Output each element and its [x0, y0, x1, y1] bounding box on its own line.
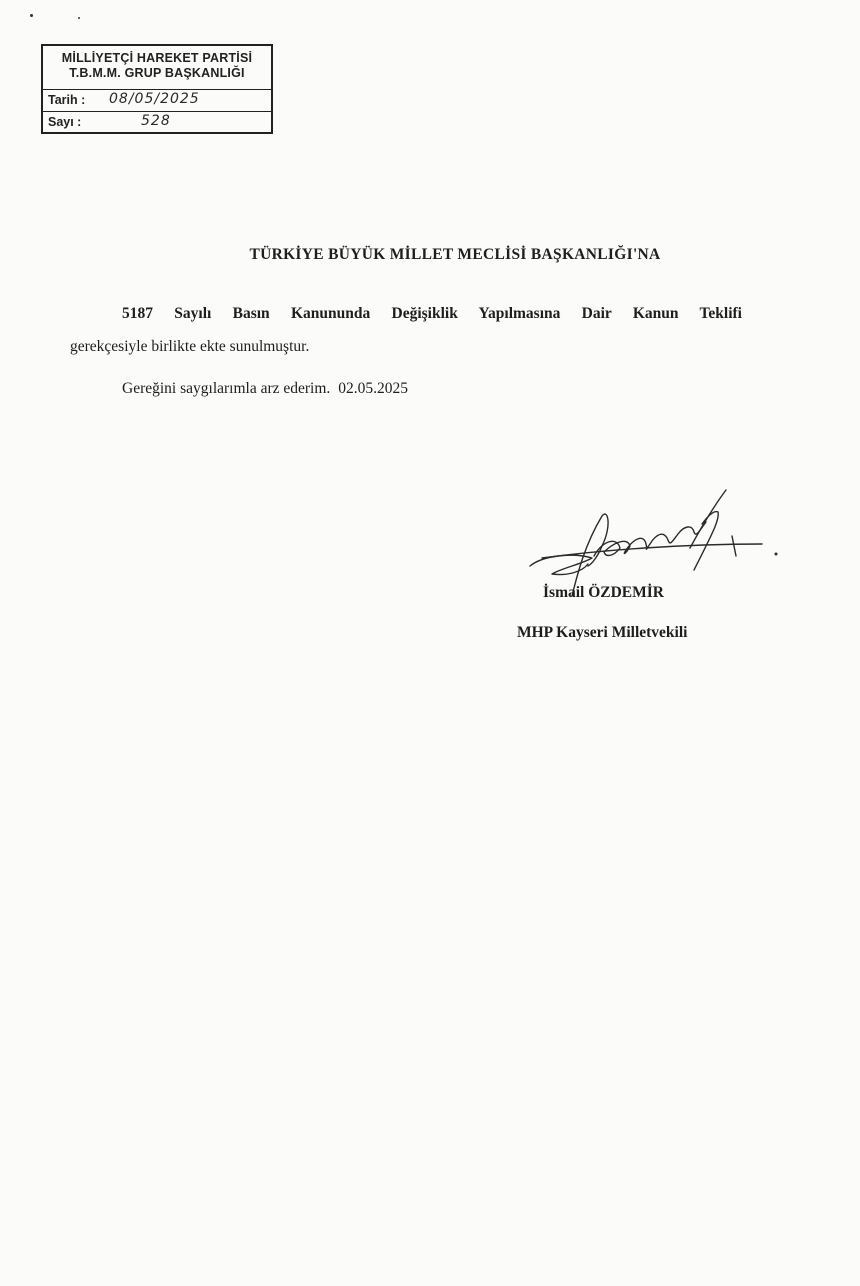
stamp-header [43, 46, 271, 90]
bill-title-line: 5187 Sayılı Basın Kanununda Değişiklik Yapılmasına Dair Kanun Teklifi [122, 305, 742, 322]
stamp-number-label: Sayı : [48, 115, 82, 129]
addressee-heading: TÜRKİYE BÜYÜK MİLLET MECLİSİ BAŞKANLIĞI'NA [249, 246, 661, 263]
closing-paragraph [122, 380, 408, 398]
body-continuation-line: gerekçesiyle birlikte ekte sunulmuştur. [70, 338, 310, 355]
stamp-date-value: 08/05/2025 [109, 91, 200, 107]
stamp-date-row [43, 90, 271, 112]
body-paragraph [70, 297, 742, 363]
stamp-group-name: T.B.M.M. GRUP BAŞKANLIĞI [69, 66, 245, 80]
signatory-title: MHP Kayseri Milletvekili [517, 624, 688, 641]
stamp-party-name: MİLLİYETÇİ HAREKET PARTİSİ [61, 51, 253, 65]
handwritten-signature [522, 486, 792, 596]
signatory-name: İsmail ÖZDEMİR [543, 584, 664, 601]
stamp-number-row [43, 112, 271, 134]
stamp-number-value: 528 [141, 113, 171, 129]
scan-speck [30, 14, 33, 17]
scan-speck [78, 17, 80, 19]
registry-stamp [41, 44, 273, 134]
stamp-date-label: Tarih : [48, 93, 86, 107]
letter-date: 02.05.2025 [338, 380, 409, 397]
closing-text: Gereğini saygılarımla arz ederim. [122, 380, 331, 397]
